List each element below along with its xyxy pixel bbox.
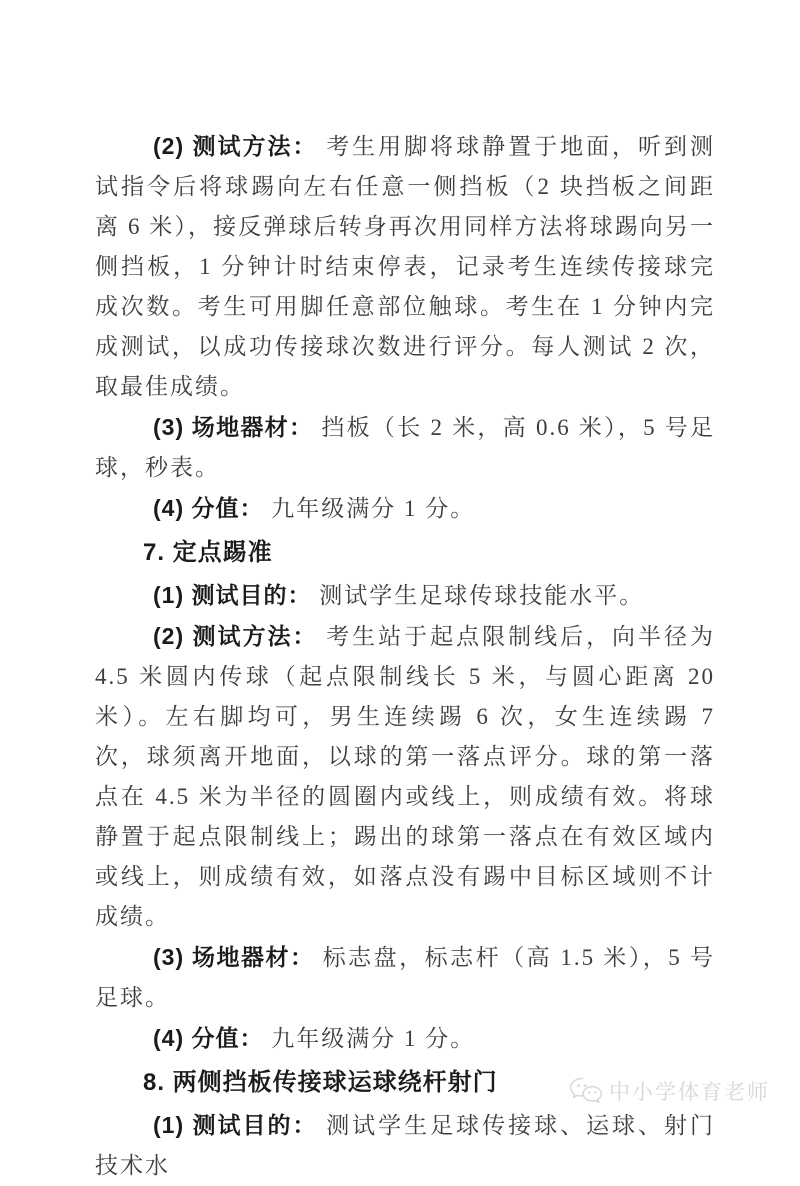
paragraph-score-7	[95, 1018, 715, 1059]
watermark-label: 中小学体育老师	[609, 1081, 770, 1104]
paragraph-text: 测试学生足球传接球、运球、射门技术水	[95, 1113, 716, 1178]
paragraph-label: (4) 分值：	[153, 1025, 264, 1051]
paragraph-score-6	[95, 488, 715, 529]
paragraph-text: 考生用脚将球静置于地面，听到测试指令后将球踢向左右任意一侧挡板（2 块挡板之间距离 6 米），接反弹球后转身再次用同样方法将球踢向另一侧挡板，1 分钟计时结束停表，记录考生连续传接球完成次数。考生可用脚任意部位触球。考生在 1 分钟内完成测试，以成功传接球次数进行评分。每人测试 2 次，取最佳成绩。	[95, 134, 716, 399]
paragraph-label: (1) 测试目的：	[153, 1112, 318, 1138]
section-heading-7: 7. 定点踢准	[143, 539, 273, 566]
paragraph-equipment-7	[95, 937, 715, 1018]
section-heading-8: 8. 两侧挡板传接球运球绕杆射门	[143, 1069, 498, 1096]
paragraph-label: (1) 测试目的：	[153, 582, 312, 608]
document-page	[95, 126, 715, 1186]
paragraph-text: 九年级满分 1 分。	[271, 496, 476, 521]
paragraph-label: (4) 分值：	[153, 495, 264, 521]
paragraph-text: 九年级满分 1 分。	[271, 1026, 476, 1051]
paragraph-label: (2) 测试方法：	[153, 623, 318, 649]
paragraph-purpose-7	[95, 575, 715, 616]
paragraph-text: 考生站于起点限制线后，向半径为 4.5 米圆内传球（起点限制线长 5 米，与圆心距离 20 米）。左右脚均可，男生连续踢 6 次，女生连续踢 7 次，球须离开地面，以球的第一落点评分。球的第一落点在 4.5 米为半径的圆圈内或线上，则成绩有效。将球静置于起点限制线上；踢出的球第一落点在有效区域内或线上，则成绩有效，如落点没有踢中目标区域则不计成绩。	[95, 624, 716, 929]
paragraph-label: (2) 测试方法：	[153, 133, 318, 159]
paragraph-text: 测试学生足球传球技能水平。	[319, 583, 645, 608]
paragraph-text: 标志盘，标志杆（高 1.5 米），5 号足球。	[95, 945, 716, 1010]
paragraph-label: (3) 场地器材：	[153, 414, 314, 440]
watermark	[568, 1076, 770, 1106]
paragraph-test-method-6	[95, 126, 715, 407]
paragraph-label: (3) 场地器材：	[153, 944, 315, 970]
wechat-icon	[568, 1076, 604, 1106]
paragraph-equipment-6	[95, 407, 715, 488]
paragraph-test-method-7	[95, 616, 715, 937]
paragraph-text: 挡板（长 2 米，高 0.6 米），5 号足球，秒表。	[95, 415, 716, 480]
paragraph-purpose-8	[95, 1105, 715, 1186]
